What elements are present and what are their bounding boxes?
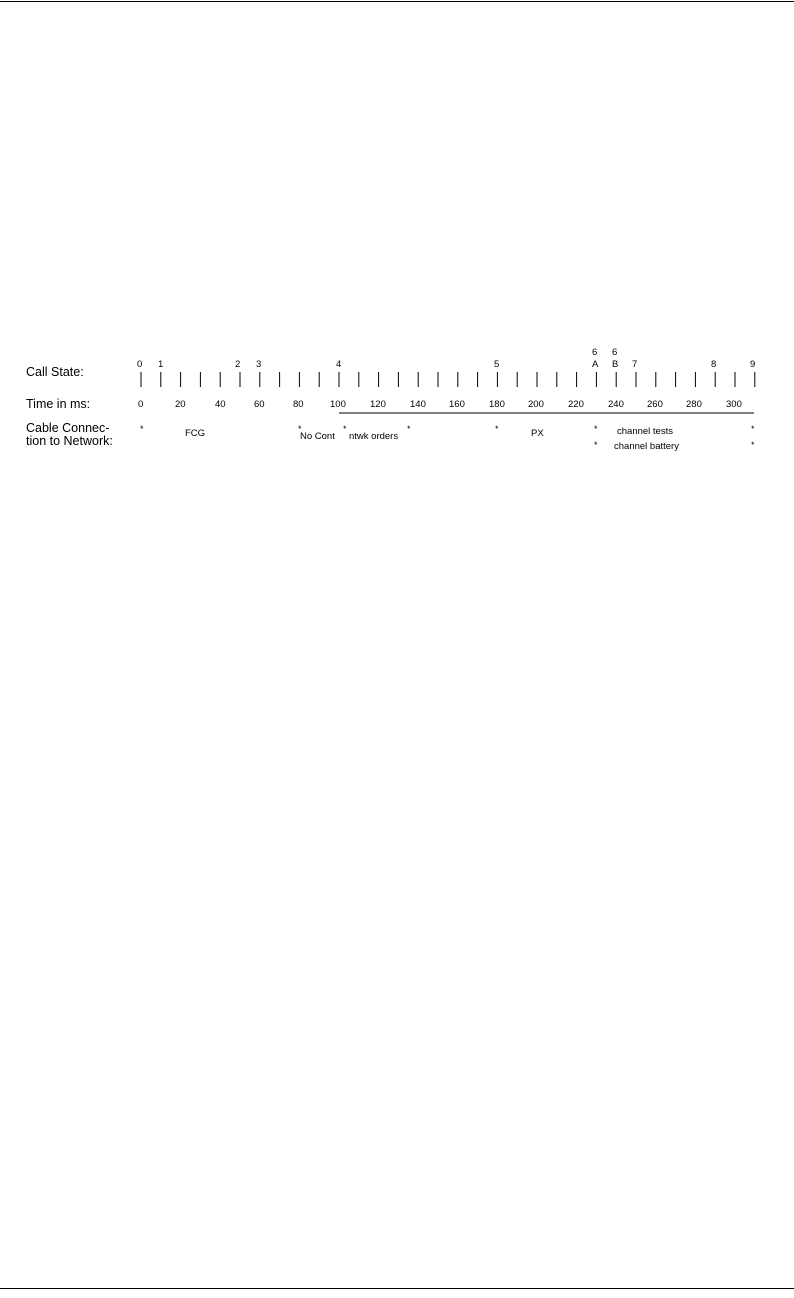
marker-battery-start: * [594, 440, 598, 450]
marker-180ms: * [495, 424, 499, 434]
time-tick-label-100: 100 [330, 399, 346, 410]
time-tick-label-200: 200 [528, 399, 544, 410]
marker-tests-start: * [594, 424, 598, 434]
connection-channel-tests: channel tests [617, 426, 673, 437]
connection-fcg: FCG [185, 428, 206, 439]
connection-no-cont: No Cont [300, 431, 335, 442]
time-tick-label-300: 300 [726, 399, 742, 410]
time-tick-label-260: 260 [647, 399, 663, 410]
time-tick-label-240: 240 [608, 399, 624, 410]
cable-connection-label-line2: tion to Network: [26, 434, 113, 448]
time-tick-label-120: 120 [370, 399, 386, 410]
time-tick-label-80: 80 [293, 399, 304, 410]
call-state-7: 7 [632, 359, 638, 370]
time-tick-label-280: 280 [686, 399, 702, 410]
time-tick-label-20: 20 [175, 399, 186, 410]
cable-connection-label-line1: Cable Connec- [26, 421, 110, 435]
marker-100ms: * [343, 424, 347, 434]
call-state-3: 3 [256, 359, 262, 370]
marker-0ms: * [140, 424, 144, 434]
time-tick-label-140: 140 [410, 399, 426, 410]
call-state-label: Call State: [26, 365, 84, 379]
connection-ntwk-orders: ntwk orders [349, 431, 399, 442]
time-tick-marks [141, 372, 755, 387]
time-tick-label-180: 180 [489, 399, 505, 410]
time-tick-label-160: 160 [449, 399, 465, 410]
marker-battery-end: * [751, 440, 755, 450]
connection-px: PX [531, 428, 544, 439]
call-state-5: 5 [494, 359, 500, 370]
time-tick-label-60: 60 [254, 399, 265, 410]
call-state-9: 9 [750, 359, 756, 370]
time-tick-label-0: 0 [138, 399, 144, 410]
call-state-8: 8 [711, 359, 717, 370]
time-tick-label-40: 40 [215, 399, 226, 410]
marker-tests-end: * [751, 424, 755, 434]
marker-80ms: * [298, 424, 302, 434]
call-state-6a-letter: A [592, 359, 599, 370]
call-state-6b-number: 6 [612, 347, 618, 358]
call-state-4: 4 [336, 359, 342, 370]
call-state-1: 1 [158, 359, 164, 370]
time-tick-label-220: 220 [568, 399, 584, 410]
bottom-rule [0, 1288, 794, 1289]
call-state-6b-letter: B [612, 359, 619, 370]
call-state-2: 2 [235, 359, 241, 370]
marker-ntwk-orders-end: * [407, 424, 411, 434]
call-state-6a-number: 6 [592, 347, 598, 358]
call-state-0: 0 [137, 359, 143, 370]
time-label: Time in ms: [26, 397, 91, 411]
connection-channel-battery: channel battery [614, 441, 679, 452]
